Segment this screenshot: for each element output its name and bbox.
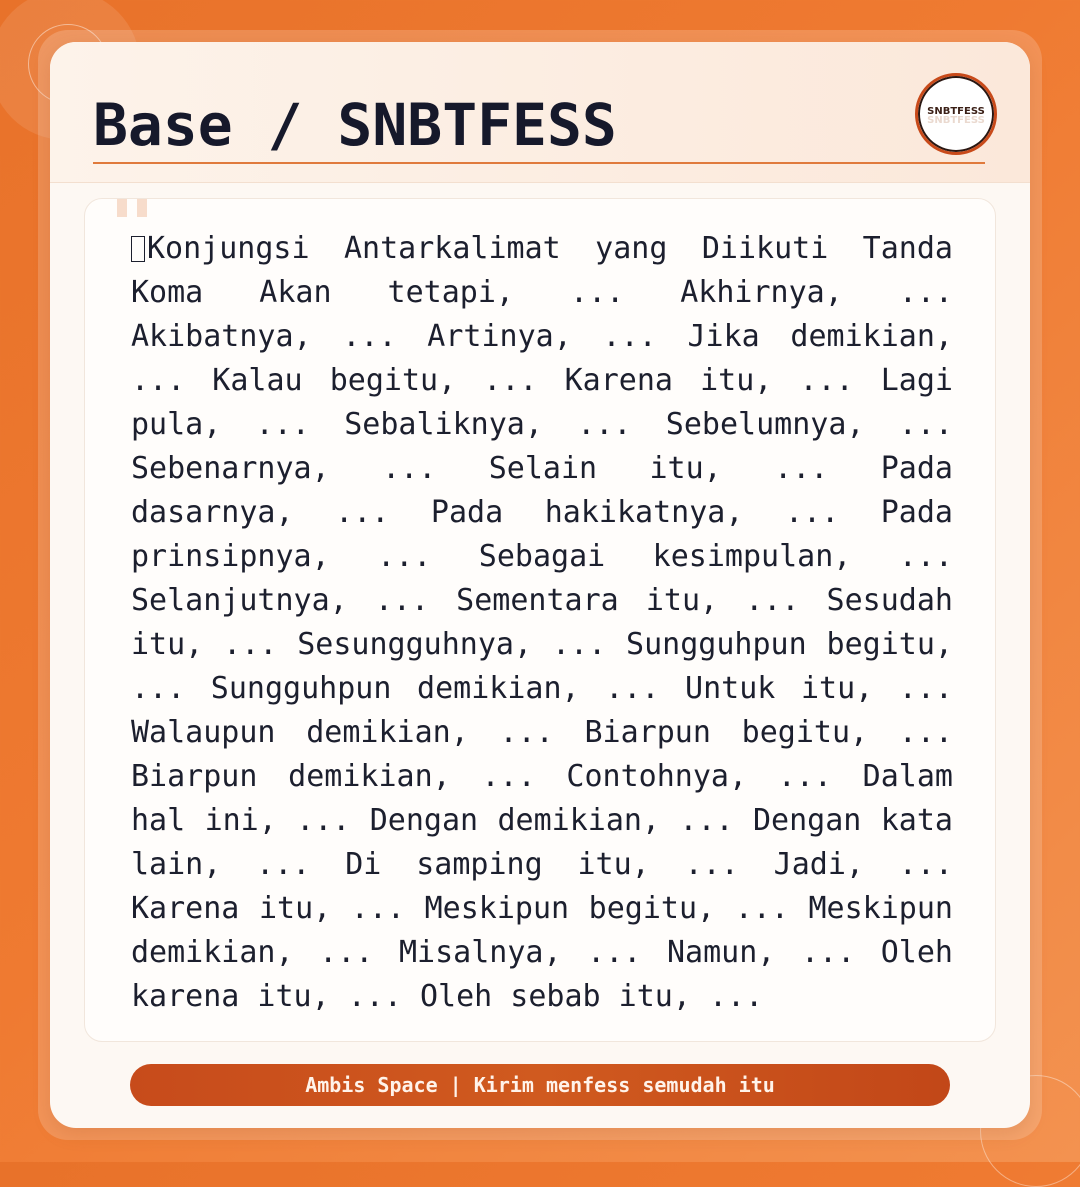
header-divider (93, 162, 985, 164)
page-title: Base / SNBTFESS (93, 91, 617, 159)
snbtfess-logo (915, 73, 997, 155)
message-text (131, 227, 953, 1019)
post-card (50, 42, 1030, 1128)
missing-glyph-icon (131, 236, 145, 262)
logo-text: SNBTFESS (927, 106, 985, 117)
footer-tagline-bar: Ambis Space | Kirim menfess semudah itu (130, 1064, 950, 1106)
message-body: Konjungsi Antarkalimat yang Diikuti Tanda Koma Akan tetapi, ... Akhirnya, ... Akibatnya, ... Artinya, ... Jika demikian, ... Kalau begitu, ... Karena itu, ... Lagi pula, ... Sebaliknya, ... Sebelumnya, ... Sebenarnya, ... Selain itu, ... Pada dasarnya, ... Pada hakikatnya, ... Pada prinsipnya, ... Sebagai kesimpulan, ... Selanjutnya, ... Sementara itu, ... Sesudah itu, ... Sesungguhnya, ... Sungguhpun begitu, ... Sungguhpun demikian, ... Untuk itu, ... Walaupun demikian, ... Biarpun begitu, ... Biarpun demikian, ... Contohnya, ... Dalam hal ini, ... Dengan demikian, ... Dengan kata lain, ... Di samping itu, ... Jadi, ... Karena itu, ... Meskipun begitu, ... Meskipun demikian, ... Misalnya, ... Namun, ... Oleh karena itu, ... Oleh sebab itu, ... (131, 231, 953, 1014)
card-header (50, 42, 1030, 183)
message-box (84, 198, 996, 1042)
quote-mark-icon (117, 199, 153, 223)
logo-text-reflection: SNBTFESS (927, 115, 985, 126)
